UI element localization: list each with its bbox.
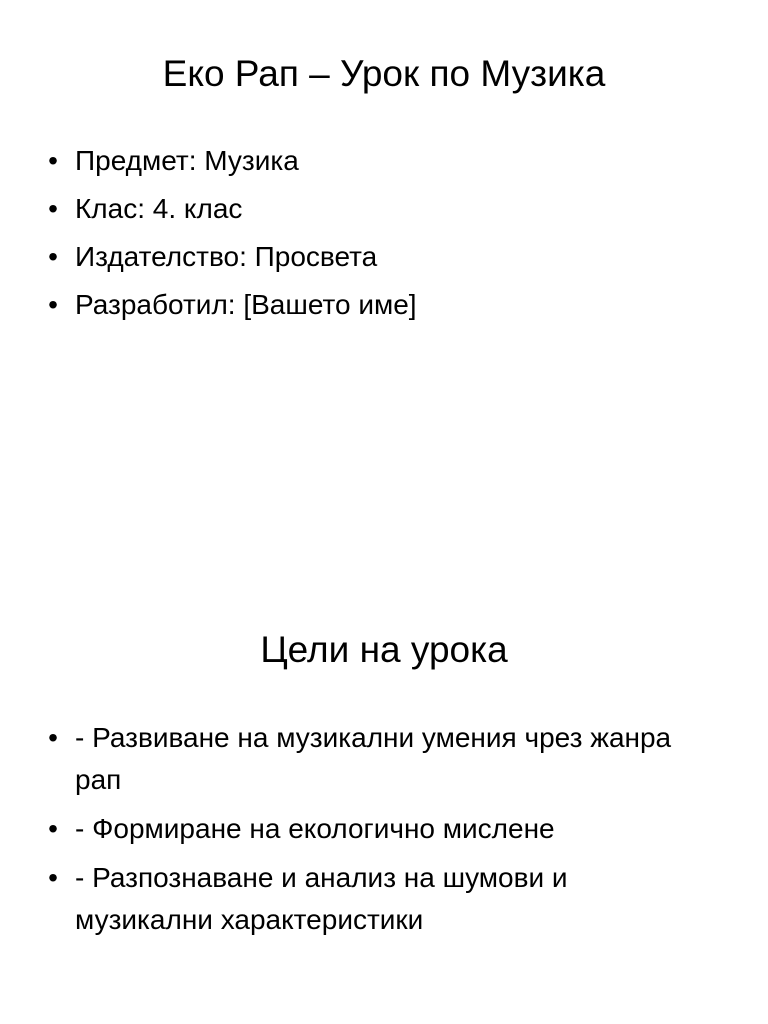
bullet-text: - Разпознаване и анализ на шумови и музикални характеристики	[75, 862, 568, 935]
bullet-dot-icon: •	[48, 289, 58, 320]
bullet-text: Разработил: [Вашето име]	[75, 289, 417, 320]
bullet-dot-icon: •	[48, 722, 58, 753]
bullet-dot-icon: •	[48, 241, 58, 272]
list-item	[0, 140, 675, 182]
list-item	[0, 857, 675, 941]
bullet-dot-icon: •	[48, 862, 58, 893]
bullet-text: Издателство: Просвета	[75, 241, 378, 272]
list-item	[0, 717, 675, 801]
bullet-text: Предмет: Музика	[75, 145, 299, 176]
list-item	[0, 284, 675, 326]
slide-lesson-goals	[0, 576, 768, 1024]
bullet-dot-icon: •	[48, 813, 58, 844]
list-item	[0, 188, 675, 230]
slide-title: Еко Рап – Урок по Музика	[162, 53, 606, 94]
bullet-dot-icon: •	[48, 193, 58, 224]
bullet-list	[0, 717, 675, 948]
list-item	[0, 236, 675, 278]
bullet-list	[0, 140, 675, 332]
slide-title: Цели на урока	[260, 629, 508, 670]
bullet-text: Клас: 4. клас	[75, 193, 243, 224]
list-item	[0, 808, 675, 850]
bullet-dot-icon: •	[48, 145, 58, 176]
bullet-text: - Развиване на музикални умения чрез жанра рап	[75, 722, 672, 795]
bullet-text: - Формиране на екологично мислене	[75, 813, 555, 844]
